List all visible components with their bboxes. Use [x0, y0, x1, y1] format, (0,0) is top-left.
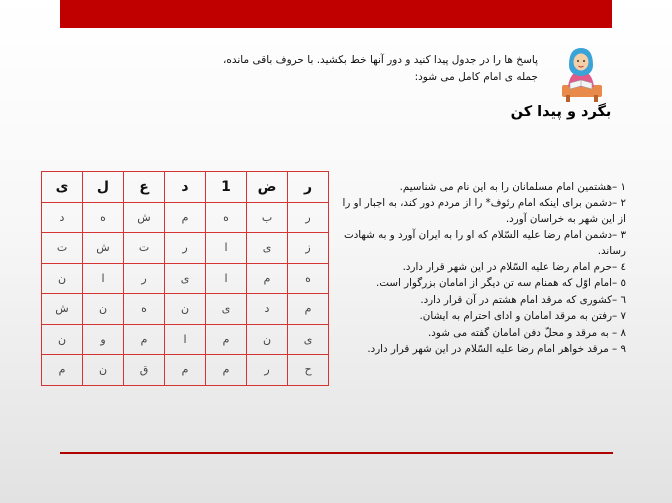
grid-cell[interactable]: ت: [42, 233, 83, 264]
question-item: ٩ – مرقد خواهر امام رضا علیه السّلام در این شهر قرار دارد.: [367, 343, 626, 356]
grid-cell[interactable]: م: [206, 324, 247, 355]
grid-cell[interactable]: ز: [288, 233, 329, 264]
grid-cell[interactable]: د: [42, 202, 83, 233]
grid-cell[interactable]: ن: [83, 355, 124, 386]
grid-cell[interactable]: م: [247, 263, 288, 294]
grid-cell[interactable]: و: [83, 324, 124, 355]
grid-cell[interactable]: ن: [42, 324, 83, 355]
grid-cell[interactable]: ر: [165, 233, 206, 264]
grid-cell[interactable]: ت: [124, 233, 165, 264]
question-item: ٦ –کشوری که مرقد امام هشتم در آن قرار دارد.: [420, 293, 626, 306]
grid-cell[interactable]: م: [42, 355, 83, 386]
top-red-bar: [60, 0, 612, 28]
grid-cell[interactable]: ا: [165, 324, 206, 355]
instruction-line-2: جمله ی امام کامل می شود:: [414, 71, 538, 83]
grid-cell[interactable]: ر: [247, 355, 288, 386]
grid-cell[interactable]: ه: [124, 294, 165, 325]
grid-cell[interactable]: م: [124, 324, 165, 355]
questions-list: [340, 180, 626, 358]
grid-cell[interactable]: ن: [165, 294, 206, 325]
grid-cell[interactable]: ا: [206, 233, 247, 264]
grid-cell[interactable]: ش: [83, 233, 124, 264]
grid-cell[interactable]: ی: [165, 263, 206, 294]
grid-cell[interactable]: ه: [206, 202, 247, 233]
grid-cell[interactable]: ش: [42, 294, 83, 325]
section-title: بگرد و پیدا کن: [510, 104, 612, 120]
bottom-red-line: [60, 452, 613, 454]
grid-cell[interactable]: ی: [247, 233, 288, 264]
grid-cell[interactable]: ن: [83, 294, 124, 325]
grid-cell[interactable]: ر: [288, 202, 329, 233]
grid-row: [42, 324, 329, 355]
grid-cell[interactable]: ش: [124, 202, 165, 233]
question-item: ٢ –دشمن برای اینکه امام رئوف* را از مردم دور کند، به اجبار او را از این شهر به خراسان آورد.: [342, 197, 626, 225]
grid-cell[interactable]: ی: [42, 172, 83, 203]
grid-cell[interactable]: ب: [247, 202, 288, 233]
grid-cell[interactable]: د: [247, 294, 288, 325]
grid-cell[interactable]: م: [288, 294, 329, 325]
girl-reading-icon: [556, 45, 606, 103]
question-item: ٥ –امام اوّل که همنام سه تن دیگر از امامان بزرگوار است.: [376, 277, 626, 290]
question-item: ٨ – به مرقد و محلّ دفن امامان گفته می شود.: [428, 326, 626, 339]
grid-cell[interactable]: ه: [83, 202, 124, 233]
grid-cell[interactable]: م: [165, 355, 206, 386]
grid-cell[interactable]: ر: [288, 172, 329, 203]
grid-cell[interactable]: ی: [288, 324, 329, 355]
grid-cell[interactable]: د: [165, 172, 206, 203]
question-item: ١ –هشتمین امام مسلمانان را به این نام می شناسیم.: [399, 181, 626, 193]
grid-cell[interactable]: 1: [206, 172, 247, 203]
grid-cell[interactable]: ا: [83, 263, 124, 294]
grid-cell[interactable]: ه: [288, 263, 329, 294]
instruction-text: [150, 52, 538, 86]
grid-cell[interactable]: م: [165, 202, 206, 233]
grid-cell[interactable]: ر: [124, 263, 165, 294]
grid-row: [42, 172, 329, 203]
grid-cell[interactable]: ح: [288, 355, 329, 386]
grid-cell[interactable]: ل: [83, 172, 124, 203]
grid-cell[interactable]: ع: [124, 172, 165, 203]
question-item: ٤ –حرم امام رضا علیه السّلام در این شهر قرار دارد.: [402, 261, 626, 274]
question-item: ٧ –رفتن به مرقد امامان و ادای احترام به ایشان.: [419, 310, 626, 323]
word-search-grid: [41, 171, 329, 386]
grid-cell[interactable]: ی: [206, 294, 247, 325]
grid-cell[interactable]: ا: [206, 263, 247, 294]
grid-row: [42, 233, 329, 264]
grid-cell[interactable]: ض: [247, 172, 288, 203]
grid-row: [42, 294, 329, 325]
grid-cell[interactable]: ق: [124, 355, 165, 386]
grid-cell[interactable]: م: [206, 355, 247, 386]
grid-cell[interactable]: ن: [247, 324, 288, 355]
question-item: ٣ –دشمن امام رضا علیه السّلام که او را به ایران آورد و به شهادت رساند.: [344, 229, 626, 257]
grid-row: [42, 263, 329, 294]
instruction-line-1: پاسخ ها را در جدول پیدا کنید و دور آنها خط بکشید. با حروف باقی مانده،: [222, 54, 538, 66]
grid-row: [42, 202, 329, 233]
grid-cell[interactable]: ن: [42, 263, 83, 294]
grid-row: [42, 355, 329, 386]
